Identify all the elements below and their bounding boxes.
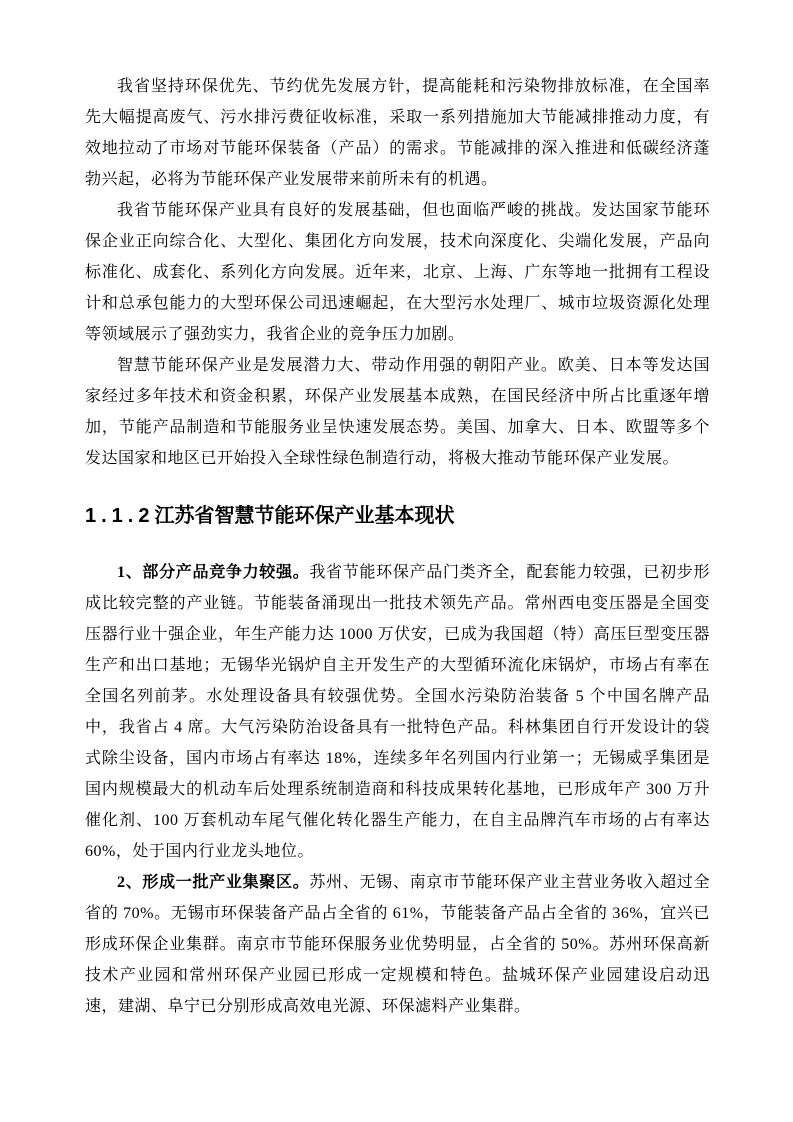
numbered-item-2 xyxy=(85,867,710,1022)
document-body xyxy=(85,71,710,1022)
intro-paragraph-3: 智慧节能环保产业是发展潜力大、带动作用强的朝阳产业。欧美、日本等发达国家经过多年技术和资金积累，环保产业发展基本成熟，在国民经济中所占比重逐年增加，节能产品制造和节能服务业呈快速发展态势。美国、加拿大、日本、欧盟等多个发达国家和地区已开始投入全球性绿色制造行动，将极大推动节能环保产业发展。 xyxy=(85,357,710,467)
section-heading-number: 1.1.2 xyxy=(85,505,155,527)
intro-paragraph-1: 我省坚持环保优先、节约优先发展方针，提高能耗和污染物排放标准，在全国率先大幅提高废气、污水排污费征收标准，采取一系列措施加大节能减排推动力度，有效地拉动了市场对节能环保装备（产品）的需求。节能减排的深入推进和低碳经济蓬勃兴起，必将为节能环保产业发展带来前所未有的机遇。 xyxy=(85,78,710,188)
numbered-item-2-lead: 2、形成一批产业集聚区。 xyxy=(117,874,310,891)
numbered-item-1-text: 我省节能环保产品门类齐全，配套能力较强，已初步形成比较完整的产业链。节能装备涌现出一批技术领先产品。常州西电变压器是全国变压器行业十强企业，年生产能力达 1000 万伏安，已成为我国超（特）高压巨型变压器生产和出口基地；无锡华光锅炉自主开发生产的大型循环流化床锅炉，市场占有率在全国名列前茅。水处理设备具有较强优势。全国水污染防治装备 5 个中国名牌产品中，我省占 4 席。大气污染防治设备具有一批特色产品。科林集团自行开发设计的袋式除尘设备，国内市场占有率达 18%，连续多年名列国内行业第一；无锡威孚集团是国内规模最大的机动车后处理系统制造商和科技成果转化基地，已形成年产 300 万升催化剂、100 万套机动车尾气催化转化器生产能力，在自主品牌汽车市场的占有率达 60%，处于国内行业龙头地位。 xyxy=(85,564,710,860)
numbered-item-1-lead: 1、部分产品竞争力较强。 xyxy=(117,564,310,581)
section-heading-title: 江苏省智慧节能环保产业基本现状 xyxy=(154,505,455,527)
numbered-item-2-text: 苏州、无锡、南京市节能环保产业主营业务收入超过全省的 70%。无锡市环保装备产品占全省的 61%，节能装备产品占全省的 36%，宜兴已形成环保企业集群。南京市节能环保服务业优势明显，占全省的 50%。苏州环保高新技术产业园和常州环保产业园已形成一定规模和特色。盐城环保产业园建设启动迅速，建湖、阜宁已分别形成高效电光源、环保滤料产业集群。 xyxy=(85,874,710,1015)
section-heading xyxy=(85,501,710,532)
intro-paragraph-2: 我省节能环保产业具有良好的发展基础，但也面临严峻的挑战。发达国家节能环保企业正向综合化、大型化、集团化方向发展，技术向深度化、尖端化发展，产品向标准化、成套化、系列化方向发展。近年来，北京、上海、广东等地一批拥有工程设计和总承包能力的大型环保公司迅速崛起，在大型污水处理厂、城市垃圾资源化处理等领域展示了强劲实力，我省企业的竞争压力加剧。 xyxy=(85,202,710,343)
numbered-item-1 xyxy=(85,557,710,867)
